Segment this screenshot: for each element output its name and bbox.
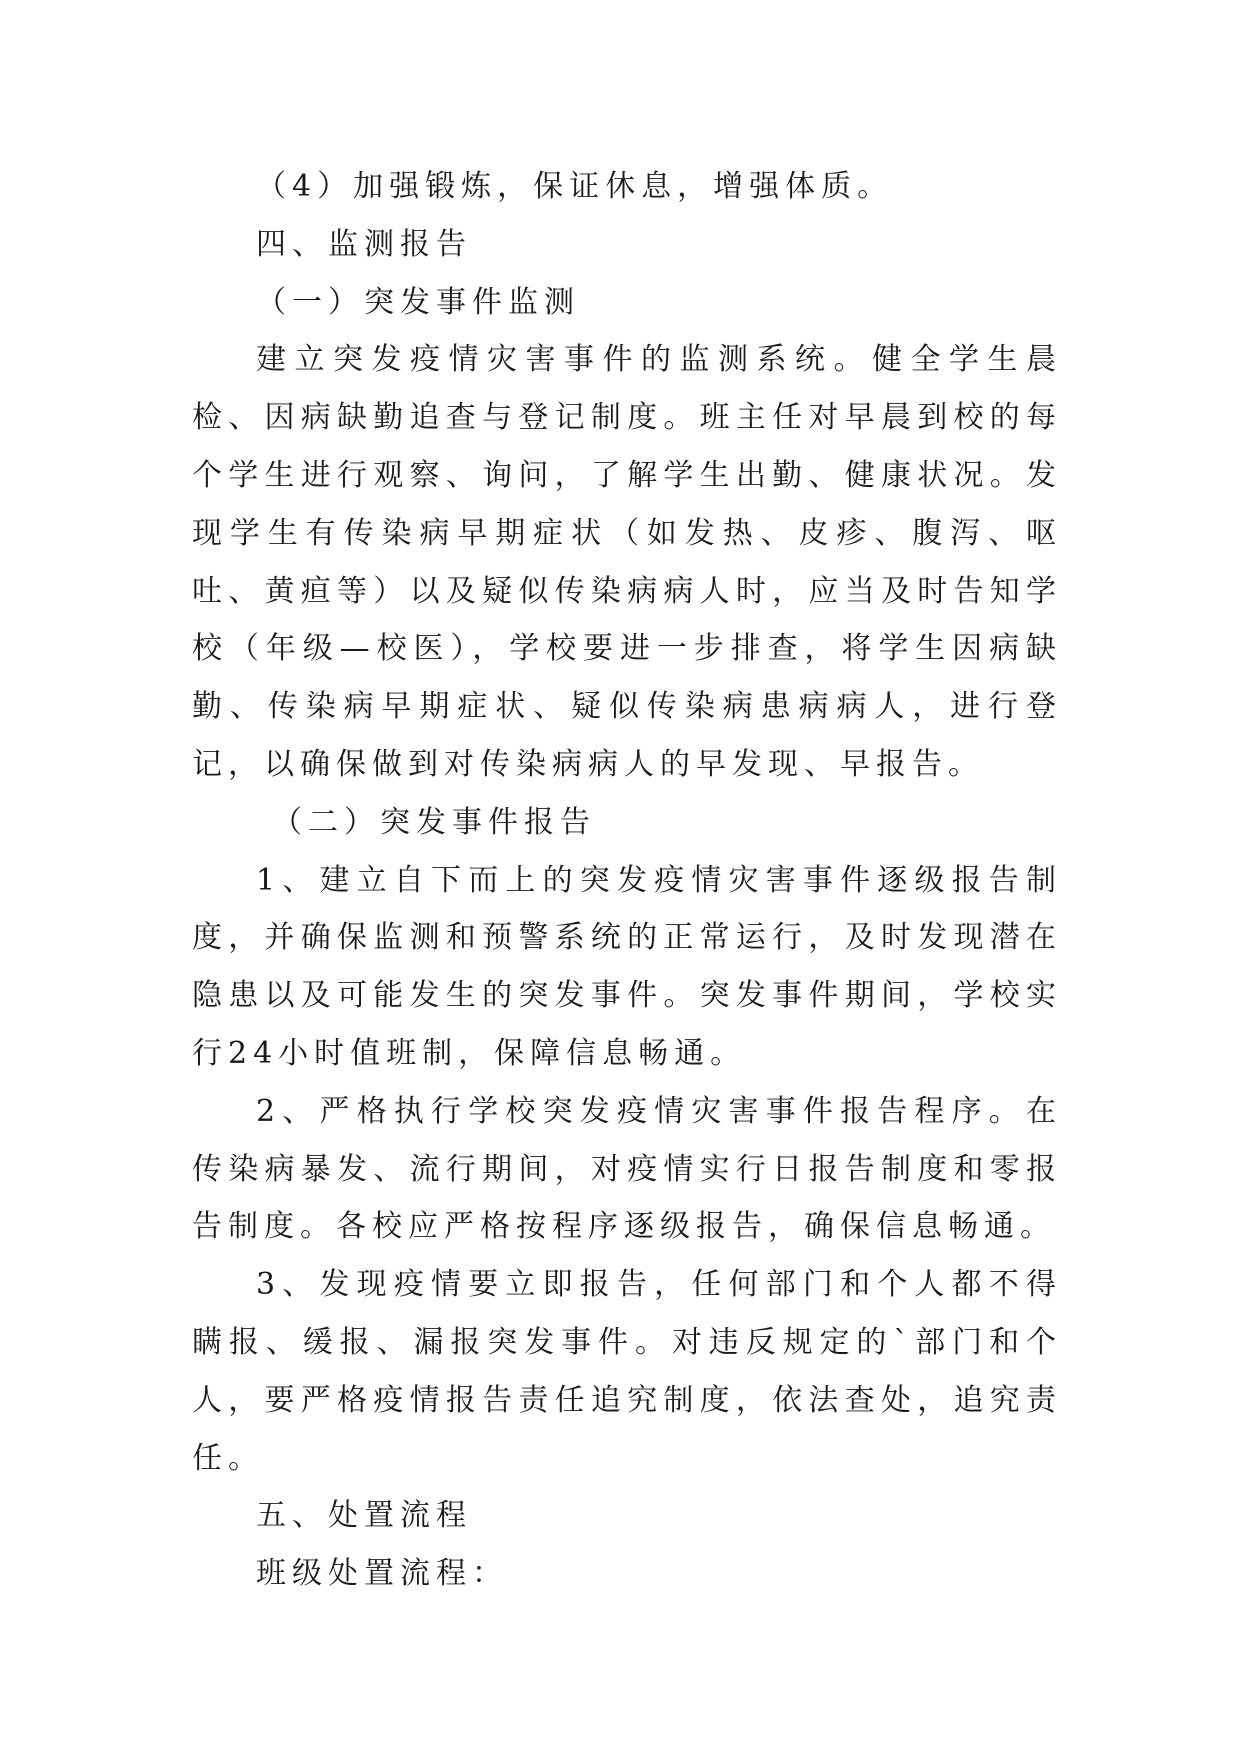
paragraph-monitoring-system: 建立突发疫情灾害事件的监测系统。健全学生晨检、因病缺勤追查与登记制度。班主任对早晨到校的每个学生进行观察、询问，了解学生出勤、健康状况。发现学生有传染病早期症状（如发热、皮疹、腹泻、呕吐、黄疸等）以及疑似传染病病人时，应当及时告知学校（年级—校医），学校要进一步排查，将学生因病缺勤、传染病早期症状、疑似传染病患病病人，进行登记，以确保做到对传染病病人的早发现、早报告。 xyxy=(192,342,1062,782)
paragraph-class-handling-process: 班级处置流程： xyxy=(256,1556,508,1592)
paragraph-report-item-2: 2、严格执行学校突发疫情灾害事件报告程序。在传染病暴发、流行期间，对疫情实行日报告制度和零报告制度。各校应严格按程序逐级报告，确保信息畅通。 xyxy=(192,1093,1062,1245)
subsection-heading-incident-report: （二）突发事件报告 xyxy=(272,804,596,840)
paragraph-report-item-3: 3、发现疫情要立即报告，任何部门和个人都不得瞒报、缓报、漏报突发事件。对违反规定的`部门和个人，要严格疫情报告责任追究制度，依法查处，追究责任。 xyxy=(192,1267,1062,1476)
document-body xyxy=(192,158,1062,1603)
list-item-exercise: （4）加强锻炼，保证休息，增强体质。 xyxy=(256,169,894,204)
section-heading-monitoring-report: 四、监测报告 xyxy=(256,226,472,262)
paragraph-report-item-1: 1、建立自下而上的突发疫情灾害事件逐级报告制度，并确保监测和预警系统的正常运行，及时发现潜在隐患以及可能发生的突发事件。突发事件期间，学校实行24小时值班制，保障信息畅通。 xyxy=(192,862,1062,1071)
section-heading-handling-process: 五、处置流程 xyxy=(256,1498,472,1534)
subsection-heading-incident-monitoring: （一）突发事件监测 xyxy=(256,284,580,320)
